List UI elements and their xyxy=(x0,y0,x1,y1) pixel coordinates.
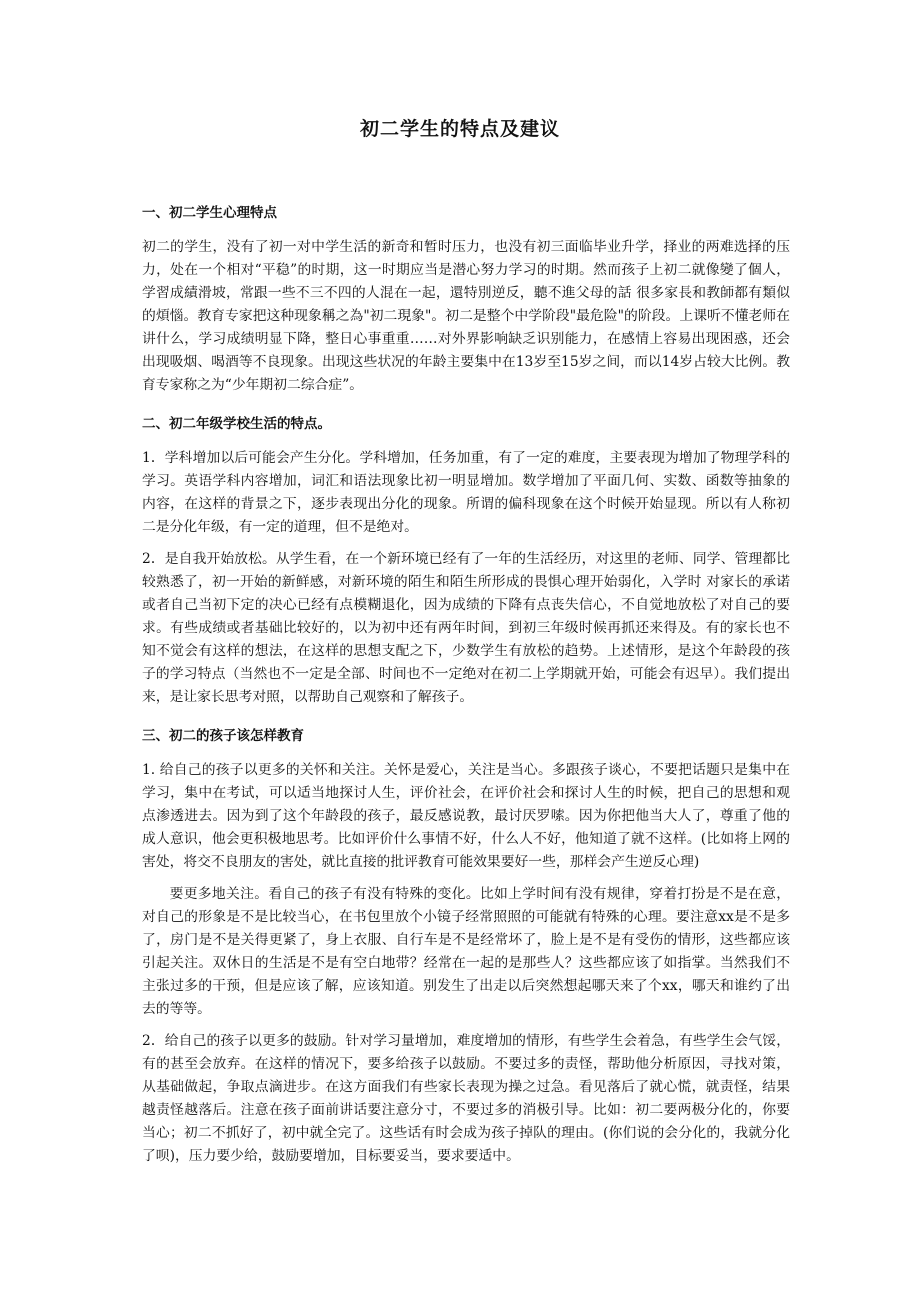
paragraph-more-attention: 要更多地关注。看自己的孩子有没有特殊的变化。比如上学时间有没有规律，穿着打扮是不是在意，对自己的形象是不是比较当心，在书包里放个小镜子经常照照的可能就有特殊的心理。要注意xx是不是多了，房门是不是关得更紧了，身上衣服、自行车是不是经常坏了，脸上是不是有受伤的情形，这些都应该引起关注。双休日的生活是不是有空白地带？经常在一起的是那些人？这些都应该了如指掌。当然我们不主张过多的干预，但是应该了解，应该知道。别发生了出走以后突然想起哪天来了个xx，哪天和谁约了出去的等等。 xyxy=(142,886,790,1017)
paragraph-encouragement: 2．给自己的孩子以更多的鼓励。针对学习量增加，难度增加的情形，有些学生会着急，有些学生会气馁，有的甚至会放弃。在这样的情况下，要多给孩子以鼓励。不要过多的责怪，帮助他分析原因，寻找对策，从基础做起，争取点滴进步。在这方面我们有些家长表现为操之过急。看见落后了就心慌，就责怪，结果越责怪越落后。注意在孩子面前讲话要注意分寸，不要过多的消极引导。比如：初二要两极分化的，你要当心；初二不抓好了，初中就全完了。这些话有时会成为孩子掉队的理由。(你们说的会分化的，我就分化了呗)，压力要少给，鼓励要增加，目标要妥当，要求要适中。 xyxy=(142,1033,790,1164)
paragraph-subject-differentiation: 1．学科增加以后可能会产生分化。学科增加，任务加重，有了一定的难度，主要表现为增加了物理学科的学习。英语学科内容增加，词汇和语法现象比初一明显增加。数学增加了平面几何、实数、函数等抽象的内容，在这样的背景之下，逐步表现出分化的现象。所谓的偏科现象在这个时候开始显现。所以有人称初二是分化年级，有一定的道理，但不是绝对。 xyxy=(142,450,790,535)
section-heading-psychology: 一、初二学生心理特点 xyxy=(142,205,277,221)
paragraph-psychology: 初二的学生，没有了初一对中学生活的新奇和暂时压力，也没有初三面临毕业升学，择业的两难选择的压力，处在一个相对“平稳”的时期，这一时期应当是潜心努力学习的时期。然而孩子上初二就像變了個人，学習成績滑坡，常跟一些不三不四的人混在一起，還特別逆反，聽不進父母的話 很多家長和教師都有類似的煩惱。教育专家把这种现象稱之為"初二現象"。初二是整个中学阶段"最危险"的阶段。上课听不懂老师在讲什么，学习成绩明显下降，整日心事重重……对外界影响缺乏识别能力，在感情上容易出现困惑，还会出现吸烟、喝酒等不良现象。出现这些状况的年龄主要集中在13岁至15岁之间，而以14岁占较大比例。教育专家称之为“少年期初二综合症”。 xyxy=(142,239,790,393)
paragraph-care-and-attention: 1. 给自己的孩子以更多的关怀和关注。关怀是爱心，关注是当心。多跟孩子谈心，不要把话题只是集中在学习，集中在考试，可以适当地探讨人生，评价社会，在评价社会和探讨人生的时候，把自己的思想和观点渗透进去。因为到了这个年龄段的孩子，最反感说教，最讨厌罗嗦。因为你把他当大人了，尊重了他的成人意识，他会更积极地思考。比如评价什么事情不好，什么人不好，他知道了就不这样。(比如将上网的害处，将交不良朋友的害处，就比直接的批评教育可能效果要好一些，那样会产生逆反心理) xyxy=(142,762,790,870)
page-title: 初二学生的特点及建议 xyxy=(359,118,560,140)
document-body xyxy=(142,202,790,1177)
section-heading-education: 三、初二的孩子该怎样教育 xyxy=(142,728,304,744)
paragraph-self-relaxation: 2．是自我开始放松。从学生看，在一个新环境已经有了一年的生活经历，对这里的老师、同学、管理都比较熟悉了，初一开始的新鲜感，对新环境的陌生和陌生所形成的畏惧心理开始弱化，入学时 对家长的承诺或者自己当初下定的决心已经有点模糊退化，因为成绩的下降有点丧失信心，不自觉地放松了对自己的要求。有些成绩或者基础比较好的，以为初中还有两年时间，到初三年级时候再抓还来得及。有的家长也不知不觉会有这样的想法，在这样的思想支配之下，少数学生有放松的趋势。上述情形，是这个年龄段的孩子的学习特点（当然也不一定是全部、时间也不一定绝对在初二上学期就开始，可能会有迟早）。我们提出来，是让家长思考对照，以帮助自己观察和了解孩子。 xyxy=(142,551,790,705)
section-heading-school-life: 二、初二年级学校生活的特点。 xyxy=(142,416,331,432)
